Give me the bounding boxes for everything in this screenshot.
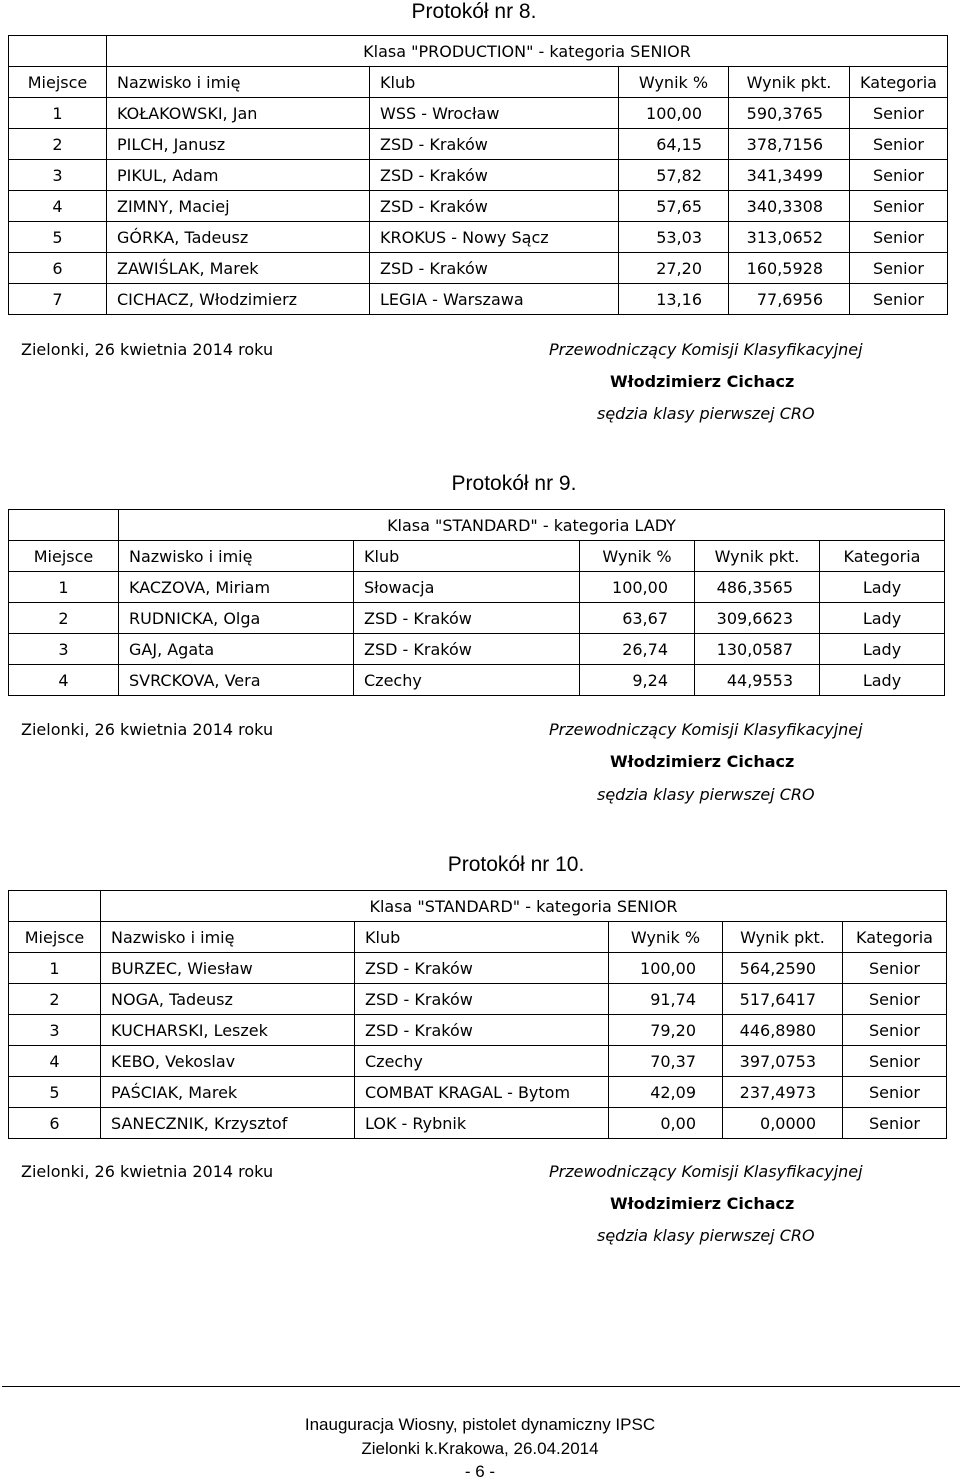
points-cell: 44,9553 <box>695 665 820 696</box>
place-cell: 6 <box>9 1108 101 1139</box>
name-cell: PILCH, Janusz <box>107 129 370 160</box>
name-cell: KOŁAKOWSKI, Jan <box>107 98 370 129</box>
name-cell: CICHACZ, Włodzimierz <box>107 284 370 315</box>
table-row <box>9 1108 947 1139</box>
table-row <box>9 953 947 984</box>
points-cell: 590,3765 <box>729 98 850 129</box>
percent-cell: 13,16 <box>619 284 729 315</box>
table-row <box>9 603 945 634</box>
chair-name: Włodzimierz Cichacz <box>610 1194 795 1213</box>
club-cell: ZSD - Kraków <box>355 984 609 1015</box>
header-percent: Wynik % <box>580 541 695 572</box>
table-row <box>9 222 948 253</box>
table-row <box>9 984 947 1015</box>
percent-cell: 53,03 <box>619 222 729 253</box>
club-cell: COMBAT KRAGAL - Bytom <box>355 1077 609 1108</box>
results-table <box>8 35 948 315</box>
category-cell: Senior <box>843 1015 947 1046</box>
name-cell: PIKUL, Adam <box>107 160 370 191</box>
place-cell: 1 <box>9 572 119 603</box>
category-cell: Lady <box>820 665 945 696</box>
header-club: Klub <box>370 67 619 98</box>
header-points: Wynik pkt. <box>695 541 820 572</box>
place-date: Zielonki, 26 kwietnia 2014 roku <box>21 1162 274 1181</box>
table-row <box>9 665 945 696</box>
footer-place-date: Zielonki k.Krakowa, 26.04.2014 <box>361 1439 599 1458</box>
place-cell: 1 <box>9 953 101 984</box>
place-cell: 4 <box>9 1046 101 1077</box>
header-place: Miejsce <box>9 922 101 953</box>
table-row <box>9 160 948 191</box>
table-body <box>9 98 948 315</box>
table-row <box>9 284 948 315</box>
category-cell: Lady <box>820 634 945 665</box>
table-row <box>9 1015 947 1046</box>
category-cell: Lady <box>820 603 945 634</box>
club-cell: ZSD - Kraków <box>370 160 619 191</box>
name-cell: KEBO, Vekoslav <box>101 1046 355 1077</box>
protocol-title: Protokół nr 8. <box>411 0 537 23</box>
place-cell: 1 <box>9 98 107 129</box>
club-cell: Czechy <box>354 665 580 696</box>
points-cell: 77,6956 <box>729 284 850 315</box>
footer-page-number: - 6 - <box>464 1462 496 1481</box>
class-row <box>9 891 947 922</box>
table-body <box>9 572 945 696</box>
chair-title: Przewodniczący Komisji Klasyfikacyjnej <box>549 1162 863 1181</box>
chair-title: Przewodniczący Komisji Klasyfikacyjnej <box>549 340 863 359</box>
club-cell: LEGIA - Warszawa <box>370 284 619 315</box>
points-cell: 160,5928 <box>729 253 850 284</box>
table-body <box>9 953 947 1139</box>
place-date: Zielonki, 26 kwietnia 2014 roku <box>21 720 274 739</box>
category-cell: Senior <box>843 1077 947 1108</box>
place-cell: 3 <box>9 160 107 191</box>
place-cell: 3 <box>9 634 119 665</box>
table-row <box>9 572 945 603</box>
club-cell: KROKUS - Nowy Sącz <box>370 222 619 253</box>
footer-event: Inauguracja Wiosny, pistolet dynamiczny IPSC <box>304 1415 656 1434</box>
name-cell: ZAWIŚLAK, Marek <box>107 253 370 284</box>
name-cell: BURZEC, Wiesław <box>101 953 355 984</box>
name-cell: GÓRKA, Tadeusz <box>107 222 370 253</box>
club-cell: ZSD - Kraków <box>370 129 619 160</box>
header-club: Klub <box>354 541 580 572</box>
category-cell: Senior <box>850 191 948 222</box>
points-cell: 446,8980 <box>723 1015 843 1046</box>
chair-rank: sędzia klasy pierwszej CRO <box>597 1226 815 1245</box>
name-cell: NOGA, Tadeusz <box>101 984 355 1015</box>
points-cell: 397,0753 <box>723 1046 843 1077</box>
header-club: Klub <box>355 922 609 953</box>
points-cell: 486,3565 <box>695 572 820 603</box>
place-date: Zielonki, 26 kwietnia 2014 roku <box>21 340 274 359</box>
chair-name: Włodzimierz Cichacz <box>610 752 795 771</box>
chair-title: Przewodniczący Komisji Klasyfikacyjnej <box>549 720 863 739</box>
club-cell: LOK - Rybnik <box>355 1108 609 1139</box>
percent-cell: 70,37 <box>609 1046 723 1077</box>
chair-name: Włodzimierz Cichacz <box>610 372 795 391</box>
place-cell: 2 <box>9 984 101 1015</box>
name-cell: ZIMNY, Maciej <box>107 191 370 222</box>
club-cell: Słowacja <box>354 572 580 603</box>
table-row <box>9 129 948 160</box>
category-cell: Senior <box>843 984 947 1015</box>
percent-cell: 26,74 <box>580 634 695 665</box>
place-cell: 3 <box>9 1015 101 1046</box>
club-cell: ZSD - Kraków <box>355 1015 609 1046</box>
category-cell: Senior <box>843 1108 947 1139</box>
class-label: Klasa "STANDARD" - kategoria SENIOR <box>101 891 947 922</box>
class-row <box>9 510 945 541</box>
results-table <box>8 890 947 1139</box>
table-header-row <box>9 922 947 953</box>
category-cell: Senior <box>850 253 948 284</box>
results-table <box>8 509 945 696</box>
class-row <box>9 36 948 67</box>
place-cell: 6 <box>9 253 107 284</box>
table-row <box>9 253 948 284</box>
club-cell: ZSD - Kraków <box>354 603 580 634</box>
points-cell: 130,0587 <box>695 634 820 665</box>
club-cell: Czechy <box>355 1046 609 1077</box>
header-place: Miejsce <box>9 67 107 98</box>
header-category: Kategoria <box>820 541 945 572</box>
name-cell: SVRCKOVA, Vera <box>119 665 354 696</box>
percent-cell: 63,67 <box>580 603 695 634</box>
percent-cell: 57,65 <box>619 191 729 222</box>
header-category: Kategoria <box>843 922 947 953</box>
name-cell: RUDNICKA, Olga <box>119 603 354 634</box>
place-cell: 4 <box>9 665 119 696</box>
name-cell: KACZOVA, Miriam <box>119 572 354 603</box>
chair-rank: sędzia klasy pierwszej CRO <box>597 404 815 423</box>
points-cell: 237,4973 <box>723 1077 843 1108</box>
percent-cell: 100,00 <box>619 98 729 129</box>
percent-cell: 100,00 <box>580 572 695 603</box>
category-cell: Senior <box>843 1046 947 1077</box>
header-points: Wynik pkt. <box>729 67 850 98</box>
table-header-row <box>9 67 948 98</box>
points-cell: 378,7156 <box>729 129 850 160</box>
place-cell: 5 <box>9 222 107 253</box>
table-row <box>9 98 948 129</box>
header-place: Miejsce <box>9 541 119 572</box>
chair-rank: sędzia klasy pierwszej CRO <box>597 785 815 804</box>
points-cell: 341,3499 <box>729 160 850 191</box>
place-cell: 5 <box>9 1077 101 1108</box>
header-points: Wynik pkt. <box>723 922 843 953</box>
percent-cell: 42,09 <box>609 1077 723 1108</box>
header-name: Nazwisko i imię <box>119 541 354 572</box>
table-row <box>9 1046 947 1077</box>
category-cell: Senior <box>850 284 948 315</box>
category-cell: Senior <box>850 160 948 191</box>
points-cell: 309,6623 <box>695 603 820 634</box>
name-cell: SANECZNIK, Krzysztof <box>101 1108 355 1139</box>
club-cell: ZSD - Kraków <box>354 634 580 665</box>
percent-cell: 9,24 <box>580 665 695 696</box>
class-label: Klasa "PRODUCTION" - kategoria SENIOR <box>107 36 948 67</box>
category-cell: Senior <box>850 222 948 253</box>
category-cell: Senior <box>843 953 947 984</box>
points-cell: 313,0652 <box>729 222 850 253</box>
table-header-row <box>9 541 945 572</box>
points-cell: 340,3308 <box>729 191 850 222</box>
name-cell: GAJ, Agata <box>119 634 354 665</box>
place-cell: 2 <box>9 129 107 160</box>
category-cell: Senior <box>850 129 948 160</box>
table-row <box>9 634 945 665</box>
header-percent: Wynik % <box>619 67 729 98</box>
percent-cell: 100,00 <box>609 953 723 984</box>
place-cell: 4 <box>9 191 107 222</box>
percent-cell: 79,20 <box>609 1015 723 1046</box>
percent-cell: 91,74 <box>609 984 723 1015</box>
percent-cell: 57,82 <box>619 160 729 191</box>
table-row <box>9 191 948 222</box>
protocol-title: Protokół nr 9. <box>451 472 577 495</box>
percent-cell: 0,00 <box>609 1108 723 1139</box>
percent-cell: 27,20 <box>619 253 729 284</box>
header-category: Kategoria <box>850 67 948 98</box>
name-cell: PAŚCIAK, Marek <box>101 1077 355 1108</box>
name-cell: KUCHARSKI, Leszek <box>101 1015 355 1046</box>
header-name: Nazwisko i imię <box>107 67 370 98</box>
points-cell: 517,6417 <box>723 984 843 1015</box>
club-cell: WSS - Wrocław <box>370 98 619 129</box>
place-cell: 7 <box>9 284 107 315</box>
category-cell: Lady <box>820 572 945 603</box>
protocol-title: Protokół nr 10. <box>447 853 585 876</box>
header-name: Nazwisko i imię <box>101 922 355 953</box>
points-cell: 564,2590 <box>723 953 843 984</box>
points-cell: 0,0000 <box>723 1108 843 1139</box>
club-cell: ZSD - Kraków <box>370 253 619 284</box>
table-row <box>9 1077 947 1108</box>
club-cell: ZSD - Kraków <box>370 191 619 222</box>
club-cell: ZSD - Kraków <box>355 953 609 984</box>
category-cell: Senior <box>850 98 948 129</box>
place-cell: 2 <box>9 603 119 634</box>
percent-cell: 64,15 <box>619 129 729 160</box>
footer-divider <box>2 1386 960 1387</box>
class-label: Klasa "STANDARD" - kategoria LADY <box>119 510 945 541</box>
header-percent: Wynik % <box>609 922 723 953</box>
